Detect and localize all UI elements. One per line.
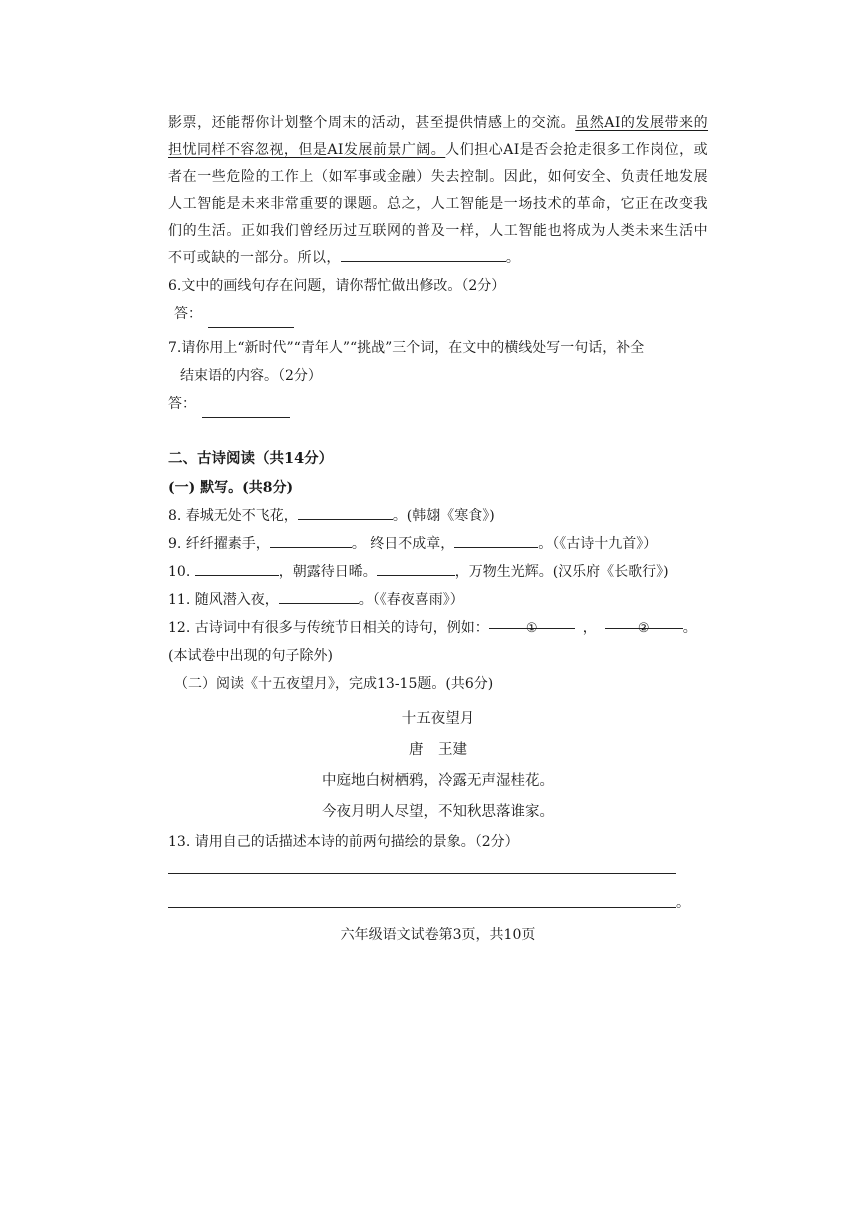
poem-line-1: 中庭地白树栖鸦，冷露无声湿桂花。 (322, 773, 554, 789)
passage-text-2: 人们担心AI是否会抢走很多工作岗位，或者在一些危险的工作上（如军事或金融）失去控制。因此，如何安全、负责任地发展人工智能是未来非常重要的课题。总之，人工智能是一场技术的革命，它正在改变我们的生活。正如我们曾经历过互联网的普及一样，人工智能也将成为人类未来生活中不可或缺的一部分。所以， (168, 142, 708, 266)
section-2-title: 二、古诗阅读（共14分） (168, 450, 334, 467)
poem-line-2: 今夜月明人尽望，不知秋思落谁家。 (322, 804, 554, 820)
q12-blank-2[interactable] (605, 614, 683, 636)
q8-post: 。(韩翃《寒食》) (392, 508, 495, 524)
question-13-text: 13. 请用自己的话描述本诗的前两句描绘的景象。（2分） (168, 834, 519, 850)
subsection-2-title: （二）阅读《十五夜望月》，完成13-15题。(共6分) (174, 676, 494, 692)
question-7-text-2: 结束语的内容。（2分） (180, 368, 322, 384)
question-7-cont (168, 362, 708, 390)
question-6-answer-blank[interactable] (208, 313, 294, 328)
q12-pre: 12. 古诗词中有很多与传统节日相关的诗句，例如： (168, 620, 489, 636)
q10-mid-1: ，朝露待日晞。 (278, 564, 377, 580)
question-6 (168, 272, 708, 300)
question-11 (168, 586, 708, 614)
q9-pre: 9. 纤纤擢素手， (168, 536, 270, 552)
circle-1-marker: ① (525, 621, 538, 636)
question-13 (168, 828, 708, 856)
question-6-answer (168, 300, 708, 328)
circle-2-marker: ② (637, 621, 650, 636)
q8-pre: 8. 春城无处不飞花， (168, 508, 298, 524)
q11-blank[interactable] (279, 589, 359, 604)
q9-mid: 。 终日不成章， (351, 536, 455, 552)
passage-answer-blank[interactable] (341, 247, 506, 262)
q13-answer-line-1[interactable] (168, 872, 676, 874)
q12-blank-1[interactable] (489, 614, 575, 636)
question-7-answer (168, 390, 708, 418)
q12-post: 。 (682, 620, 697, 636)
q11-pre: 11. 随风潜入夜， (168, 592, 279, 608)
question-12 (168, 614, 708, 642)
q10-blank-1[interactable] (195, 561, 279, 576)
answer-label: 答： (168, 396, 196, 412)
q9-blank-2[interactable] (454, 533, 538, 548)
page-footer: 六年级语文试卷第3页，共10页 (340, 927, 536, 943)
q10-pre: 10. (168, 564, 195, 580)
passage-text-1: 影票，还能帮你计划整个周末的活动，甚至提供情感上的交流。 (168, 115, 576, 131)
question-7 (168, 334, 708, 362)
q13-end-punct: 。 (676, 895, 690, 911)
question-6-text: 6.文中的画线句存在问题，请你帮忙做出修改。（2分） (168, 278, 506, 294)
q11-post: 。（《春夜喜雨》） (358, 592, 464, 608)
answer-label: 答： (174, 306, 202, 322)
q10-mid-2: ，万物生光辉。(汉乐府《长歌行》) (454, 564, 669, 580)
page-content (168, 110, 708, 944)
question-12-note: (本试卷中出现的句子除外) (168, 648, 333, 664)
subsection-1-title: (一) 默写。(共8分) (168, 480, 294, 496)
poem-title: 十五夜望月 (401, 711, 475, 727)
q9-blank-1[interactable] (270, 533, 352, 548)
poem-author: 唐 王建 (409, 742, 467, 758)
question-8 (168, 502, 708, 530)
q13-answer-line-2-row (168, 895, 708, 911)
q8-blank[interactable] (298, 505, 393, 520)
underlined-sentence: 虽然AI的发展带来的担忧同样不容忽视，但是AI发展前景广阔。 (168, 115, 709, 158)
q9-post: 。（《古诗十九首》） (538, 536, 658, 552)
question-10 (168, 558, 708, 586)
q12-sep: ， (582, 620, 597, 636)
question-9 (168, 530, 708, 558)
q10-blank-2[interactable] (377, 561, 455, 576)
reading-passage (168, 110, 708, 272)
question-7-answer-blank[interactable] (202, 403, 290, 418)
question-7-text-1: 7.请你用上“新时代”“青年人”“挑战”三个词，在文中的横线处写一句话，补全 (168, 340, 645, 356)
passage-end-punct: 。 (505, 250, 521, 266)
q13-answer-line-2[interactable] (168, 906, 676, 908)
